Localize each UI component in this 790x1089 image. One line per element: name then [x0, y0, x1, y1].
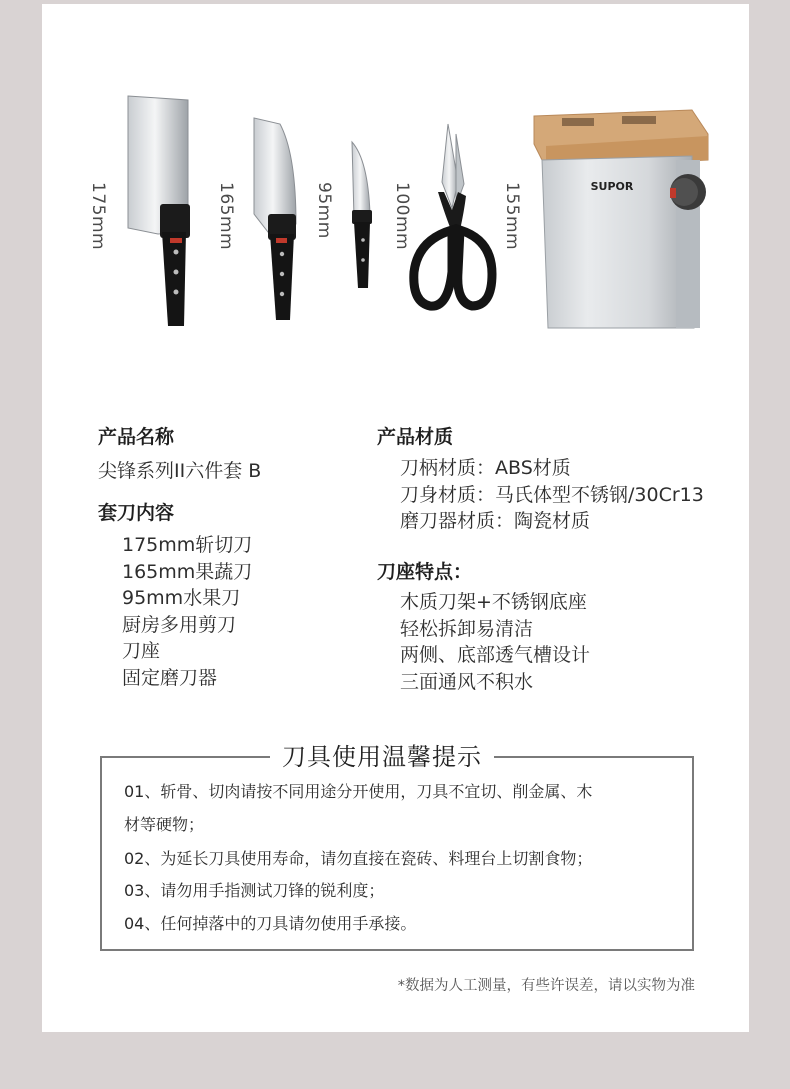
block-features-list — [400, 589, 590, 695]
list-item: 固定磨刀器 — [122, 666, 218, 689]
tip-line: 01、斩骨、切肉请按不同用途分开使用，刀具不宜切、削金属、木 — [124, 782, 593, 801]
tip-line: 04、任何掉落中的刀具请勿使用手承接。 — [124, 914, 417, 933]
list-item: 厨房多用剪刀 — [122, 613, 237, 636]
list-item: 刀身材质：马氏体型不锈钢/30Cr13 — [400, 483, 704, 506]
material-list — [400, 455, 704, 535]
list-item: 木质刀架+不锈钢底座 — [400, 591, 587, 613]
list-item: 三面通风不积水 — [400, 670, 534, 693]
material-heading: 产品材质 — [377, 426, 454, 448]
dimension-label-veg-knife: 165mm — [216, 182, 236, 251]
list-item: 轻松拆卸易清洁 — [400, 617, 534, 640]
knife-block-image — [532, 106, 712, 332]
dimension-label-cleaver: 175mm — [88, 182, 108, 251]
vegetable-knife-image — [250, 114, 300, 326]
tip-line: 材等硬物； — [124, 815, 205, 834]
fruit-knife-image — [346, 140, 376, 292]
product-name-heading: 产品名称 — [98, 426, 175, 448]
tip-line: 03、请勿用手指测试刀锋的锐利度； — [124, 881, 385, 900]
list-item: 刀柄材质：ABS材质 — [400, 457, 571, 479]
list-item: 165mm果蔬刀 — [122, 560, 253, 583]
block-features-heading: 刀座特点： — [377, 561, 473, 583]
usage-tips-title: 刀具使用温馨提示 — [270, 737, 494, 772]
product-name-value: 尖锋系列II六件套 B — [98, 460, 262, 482]
list-item: 两侧、底部透气槽设计 — [400, 644, 591, 666]
dimension-label-knife-block: 155mm — [502, 182, 522, 251]
tip-line: 02、为延长刀具使用寿命，请勿直接在瓷砖、料理台上切割食物； — [124, 849, 593, 868]
brand-logo-text: SUPOR — [590, 180, 634, 193]
list-item: 刀座 — [122, 640, 161, 662]
product-photo — [42, 4, 749, 364]
set-contents-list — [122, 532, 252, 691]
kitchen-scissors-image — [408, 122, 498, 316]
cleaver-image — [122, 92, 194, 332]
measurement-footnote: *数据为人工测量，有些许误差，请以实物为准 — [397, 978, 695, 994]
dimension-label-scissors: 100mm — [392, 182, 412, 251]
product-spec-card — [42, 4, 749, 1032]
list-item: 磨刀器材质：陶瓷材质 — [400, 510, 591, 532]
set-contents-heading: 套刀内容 — [98, 502, 175, 524]
list-item: 95mm水果刀 — [122, 587, 241, 609]
dimension-label-fruit-knife: 95mm — [314, 182, 334, 239]
list-item: 175mm斩切刀 — [122, 534, 253, 556]
